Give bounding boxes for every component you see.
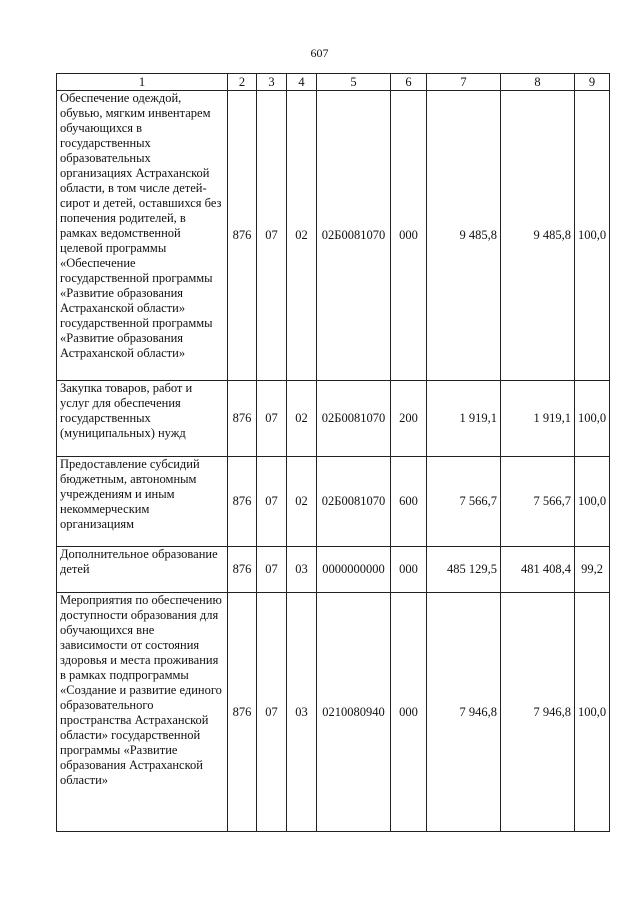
table-row <box>57 457 610 547</box>
cell-code-6: 000 <box>391 91 427 381</box>
row-name: Обеспечение одеждой, обувью, мягким инвентарем обучающихся в государственных образовательных организациях Астраханской области, в том числе детей-сирот и детей, оставшихся без попечения родителей, в рамках ведомственной целевой программы «Обеспечение государственной программы «Развитие образования Астраханской области» государственной программы «Развитие образования Астраханской области» <box>57 91 228 381</box>
row-name: Дополнительное образование детей <box>57 547 228 593</box>
header-col-9: 9 <box>575 74 610 91</box>
cell-amount-8: 7 566,7 <box>501 457 575 547</box>
header-col-4: 4 <box>287 74 317 91</box>
cell-amount-7: 7 566,7 <box>427 457 501 547</box>
header-col-5: 5 <box>317 74 391 91</box>
cell-code-4: 02 <box>287 91 317 381</box>
cell-code-5: 02Б0081070 <box>317 381 391 457</box>
cell-percent-9: 99,2 <box>575 547 610 593</box>
row-name: Закупка товаров, работ и услуг для обеспечения государственных (муниципальных) нужд <box>57 381 228 457</box>
cell-code-3: 07 <box>257 457 287 547</box>
cell-percent-9: 100,0 <box>575 457 610 547</box>
header-col-8: 8 <box>501 74 575 91</box>
cell-amount-8: 481 408,4 <box>501 547 575 593</box>
cell-amount-8: 7 946,8 <box>501 593 575 832</box>
row-name: Предоставление субсидий бюджетным, автономным учреждениям и иным некоммерческим организациям <box>57 457 228 547</box>
cell-code-4: 03 <box>287 547 317 593</box>
table-row <box>57 547 610 593</box>
cell-code-5: 0000000000 <box>317 547 391 593</box>
cell-amount-8: 1 919,1 <box>501 381 575 457</box>
row-name: Мероприятия по обеспечению доступности образования для обучающихся вне зависимости от состояния здоровья и места проживания в рамках подпрограммы «Создание и развитие единого образовательного пространства Астраханской области» государственной программы «Развитие образования Астраханской области» <box>57 593 228 832</box>
cell-code-6: 200 <box>391 381 427 457</box>
header-col-2: 2 <box>228 74 257 91</box>
header-col-6: 6 <box>391 74 427 91</box>
header-col-3: 3 <box>257 74 287 91</box>
cell-code-4: 02 <box>287 457 317 547</box>
header-row <box>57 74 610 91</box>
header-col-1: 1 <box>57 74 228 91</box>
cell-percent-9: 100,0 <box>575 381 610 457</box>
cell-code-3: 07 <box>257 593 287 832</box>
cell-code-2: 876 <box>228 381 257 457</box>
cell-percent-9: 100,0 <box>575 593 610 832</box>
cell-code-3: 07 <box>257 91 287 381</box>
cell-code-6: 600 <box>391 457 427 547</box>
budget-table <box>56 73 610 832</box>
table-row <box>57 593 610 832</box>
cell-amount-7: 7 946,8 <box>427 593 501 832</box>
cell-code-6: 000 <box>391 593 427 832</box>
cell-code-2: 876 <box>228 547 257 593</box>
cell-code-6: 000 <box>391 547 427 593</box>
cell-code-3: 07 <box>257 547 287 593</box>
page-number: 607 <box>310 46 329 60</box>
cell-percent-9: 100,0 <box>575 91 610 381</box>
cell-code-5: 02Б0081070 <box>317 457 391 547</box>
cell-code-4: 03 <box>287 593 317 832</box>
cell-amount-7: 1 919,1 <box>427 381 501 457</box>
cell-code-2: 876 <box>228 593 257 832</box>
cell-code-3: 07 <box>257 381 287 457</box>
table-row <box>57 381 610 457</box>
cell-code-5: 02Б0081070 <box>317 91 391 381</box>
cell-amount-7: 9 485,8 <box>427 91 501 381</box>
cell-code-2: 876 <box>228 91 257 381</box>
cell-code-4: 02 <box>287 381 317 457</box>
cell-amount-8: 9 485,8 <box>501 91 575 381</box>
cell-amount-7: 485 129,5 <box>427 547 501 593</box>
header-col-7: 7 <box>427 74 501 91</box>
table-row <box>57 91 610 381</box>
cell-code-5: 0210080940 <box>317 593 391 832</box>
cell-code-2: 876 <box>228 457 257 547</box>
